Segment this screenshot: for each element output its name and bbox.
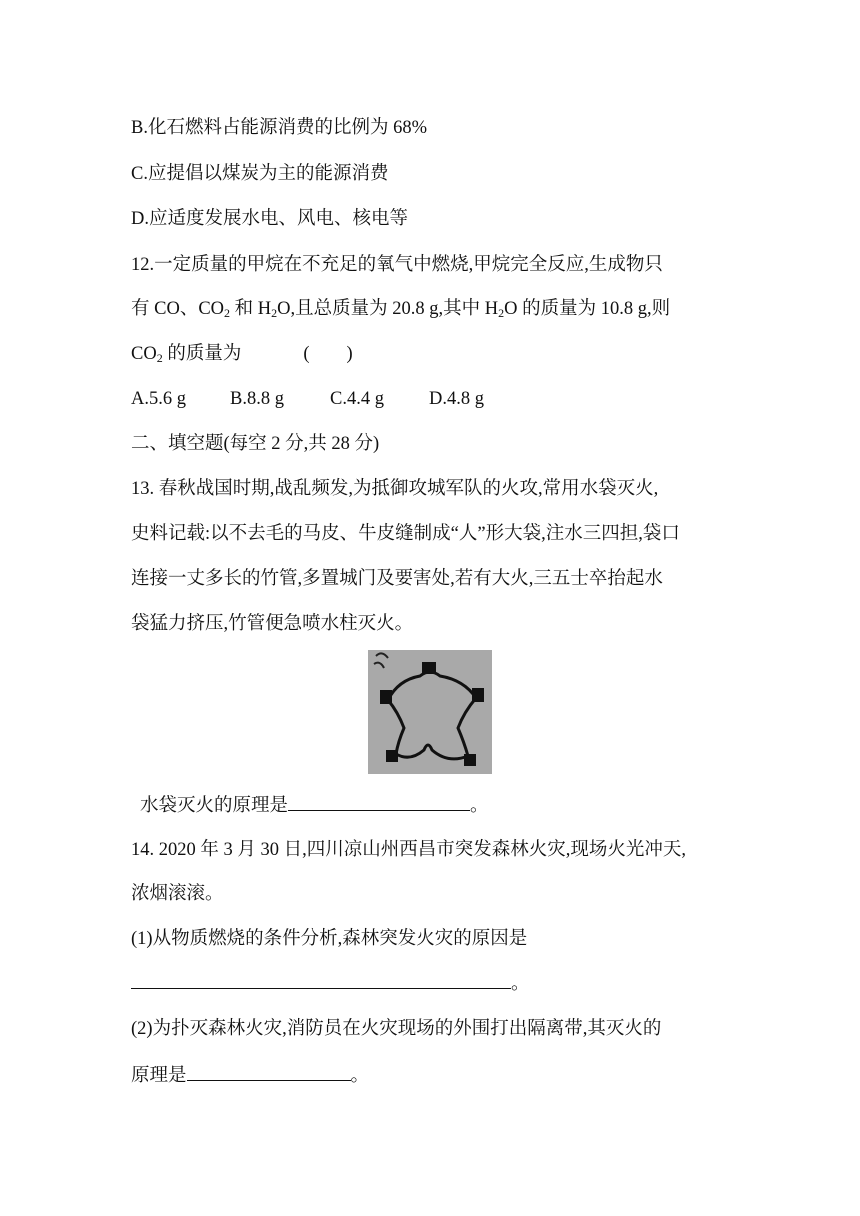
subscript: 2: [224, 306, 231, 320]
answer-blank[interactable]: [131, 970, 511, 989]
period: 。: [470, 796, 489, 816]
water-bag-illustration: [368, 650, 492, 774]
q12-text: O 的质量为 10.8 g,则: [504, 299, 671, 319]
q14-sub2-line-2: [131, 1062, 369, 1088]
q12-line-3: [131, 342, 353, 366]
q12-text: CO: [131, 344, 157, 364]
period: 。: [350, 1066, 370, 1086]
q12-text: 有 CO、CO: [131, 299, 225, 319]
section-heading: 二、填空题(每空 2 分,共 28 分): [131, 434, 380, 454]
option-a: A.5.6 g: [131, 389, 186, 409]
q12-line-2: [131, 297, 670, 321]
answer-blank[interactable]: [288, 792, 470, 811]
q13-line-3: 连接一丈多长的竹管,多置城门及要害处,若有大火,三五士卒抬起水: [131, 569, 663, 589]
option-b: B.化石燃料占能源消费的比例为 68%: [131, 118, 428, 138]
q12-text: O,且总质量为 20.8 g,其中 H: [277, 299, 499, 319]
period: 。: [511, 974, 530, 994]
q13-line-2: 史料记载:以不去毛的马皮、牛皮缝制成“人”形大袋,注水三四担,袋口: [131, 524, 680, 544]
option-c: C.4.4 g: [330, 389, 384, 409]
q14-sub1-prompt: (1)从物质燃烧的条件分析,森林突发火灾的原因是: [131, 929, 528, 949]
subscript: 2: [271, 306, 278, 320]
q14-line-2: 浓烟滚滚。: [131, 884, 224, 904]
q14-sub2-prompt: 原理是: [131, 1066, 187, 1086]
q12-options: [131, 387, 484, 411]
option-d: D.应适度发展水电、风电、核电等: [131, 209, 408, 229]
q13-answer-line: [140, 792, 489, 818]
q14-line-1: 14. 2020 年 3 月 30 日,四川凉山州西昌市突发森林火灾,现场火光冲天,: [131, 840, 687, 860]
q13-line-1: 13. 春秋战国时期,战乱频发,为抵御攻城军队的火攻,常用水袋灭火,: [131, 479, 659, 499]
water-bag-drawing: [368, 650, 492, 774]
subscript: 2: [156, 351, 163, 365]
q12-text: 和 H: [230, 299, 272, 319]
q13-prompt: 水袋灭火的原理是: [140, 796, 289, 816]
option-b: B.8.8 g: [230, 389, 284, 409]
subscript: 2: [498, 306, 505, 320]
q14-sub1-answer-line: [131, 970, 530, 996]
option-c: C.应提倡以煤炭为主的能源消费: [131, 164, 389, 184]
q13-line-4: 袋猛力挤压,竹管便急喷水柱灭火。: [131, 614, 414, 634]
answer-blank[interactable]: [187, 1062, 351, 1081]
answer-paren: ( ): [303, 344, 353, 364]
q12-line-1: 12.一定质量的甲烷在不充足的氧气中燃烧,甲烷完全反应,生成物只: [131, 255, 663, 275]
q12-text: 的质量为: [162, 344, 242, 364]
q14-sub2-line-1: (2)为扑灭森林火灾,消防员在火灾现场的外围打出隔离带,其灭火的: [131, 1019, 662, 1039]
option-d: D.4.8 g: [429, 389, 484, 409]
